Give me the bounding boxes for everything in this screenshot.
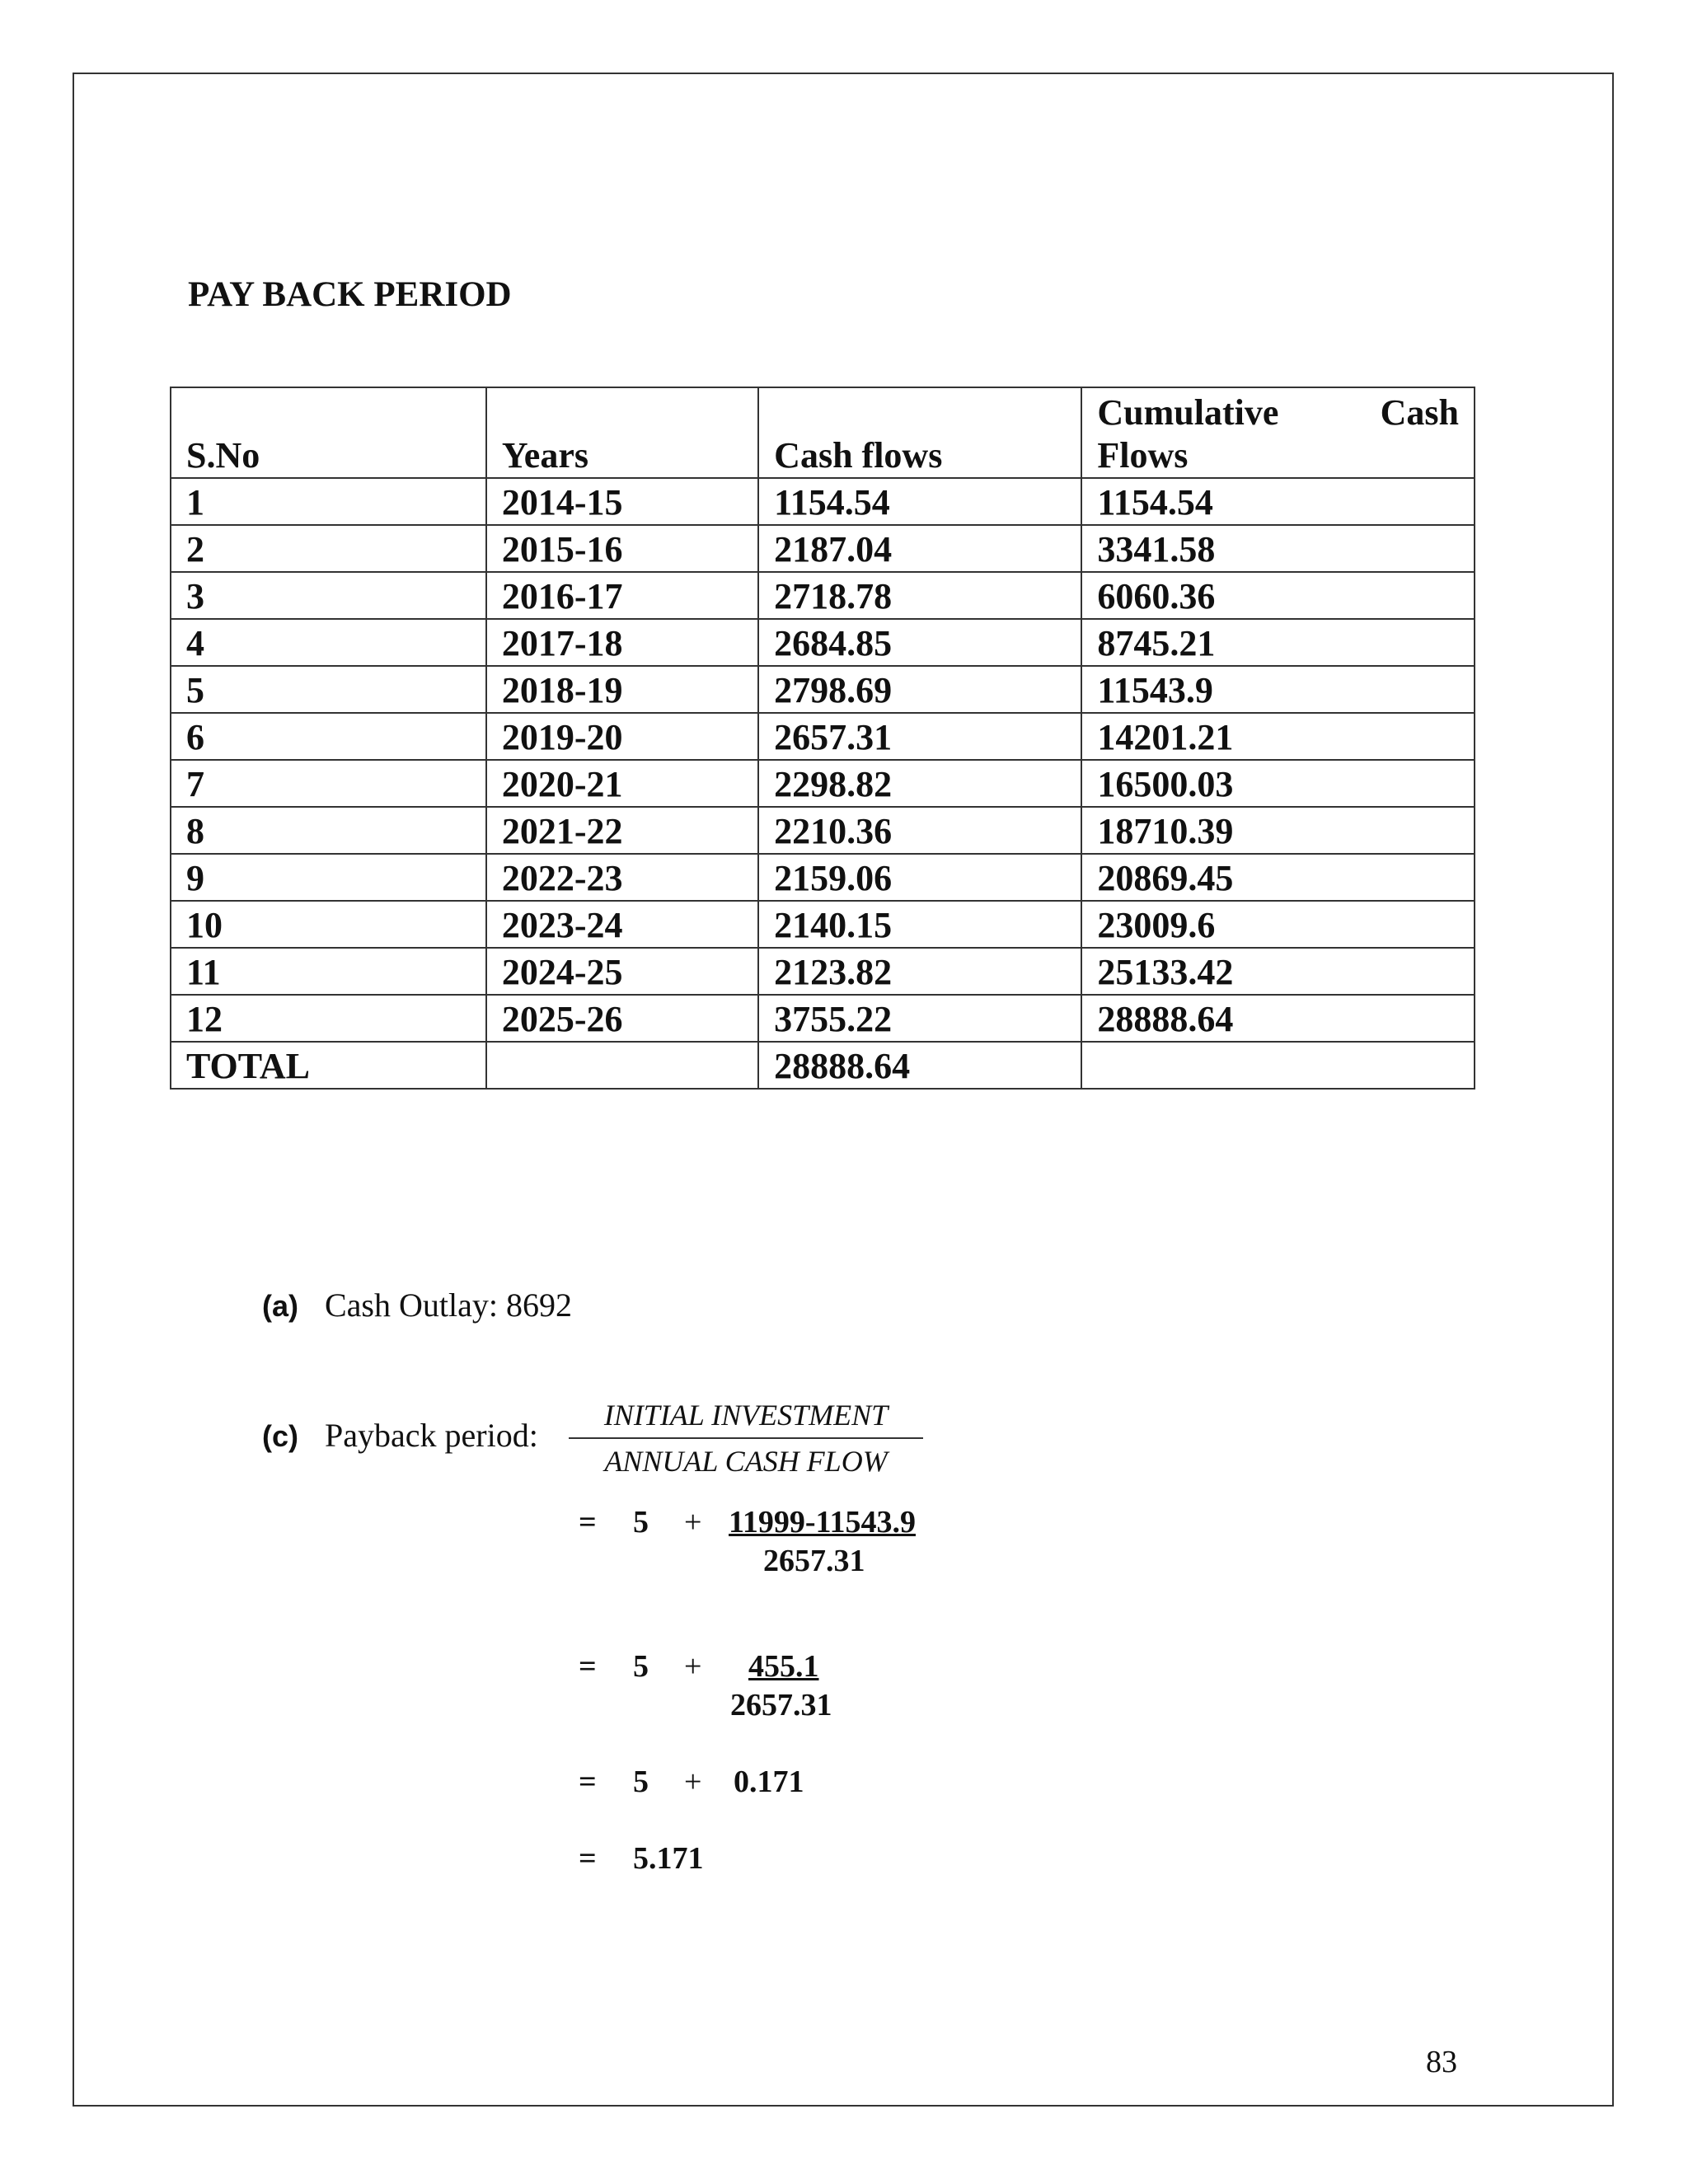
cell-year: 2017-18 — [486, 619, 758, 666]
page-title: PAY BACK PERIOD — [188, 275, 512, 314]
cell-sno: 8 — [171, 807, 486, 854]
cell-cash-flow: 2123.82 — [758, 948, 1081, 995]
cell-cumulative: 18710.39 — [1081, 807, 1475, 854]
cell-year: 2021-22 — [486, 807, 758, 854]
step3-value: 0.171 — [734, 1765, 804, 1799]
table-row — [171, 572, 1475, 619]
cell-cash-flow: 2187.04 — [758, 525, 1081, 572]
table-row — [171, 948, 1475, 995]
cell-sno: 9 — [171, 854, 486, 901]
cell-cash-flow: 2298.82 — [758, 760, 1081, 807]
step1-eq: = — [579, 1505, 597, 1540]
cell-cash-flow: 2210.36 — [758, 807, 1081, 854]
header-cumulative — [1081, 387, 1475, 478]
table-row — [171, 807, 1475, 854]
cell-cash-flow: 2159.06 — [758, 854, 1081, 901]
header-years: Years — [486, 387, 758, 478]
cell-year: 2025-26 — [486, 995, 758, 1042]
cell-cumulative: 6060.36 — [1081, 572, 1475, 619]
cell-year: 2024-25 — [486, 948, 758, 995]
step2-numerator: 455.1 — [748, 1649, 819, 1684]
cell-cash-flow: 2140.15 — [758, 901, 1081, 948]
header-cash-word: Cash — [1380, 392, 1459, 433]
label-c: (c) — [262, 1419, 298, 1453]
cell-year: 2015-16 — [486, 525, 758, 572]
cell-year: 2022-23 — [486, 854, 758, 901]
cell-cumulative: 1154.54 — [1081, 478, 1475, 525]
total-years — [486, 1042, 758, 1089]
total-cash-flow: 28888.64 — [758, 1042, 1081, 1089]
step3-eq: = — [579, 1765, 597, 1799]
table-row — [171, 995, 1475, 1042]
cell-sno: 7 — [171, 760, 486, 807]
step1-denominator: 2657.31 — [763, 1544, 865, 1578]
cell-cash-flow: 2657.31 — [758, 713, 1081, 760]
table-row — [171, 854, 1475, 901]
cash-outlay-line — [262, 1286, 572, 1324]
step2-plus: + — [684, 1649, 702, 1684]
cell-cumulative: 8745.21 — [1081, 619, 1475, 666]
table-row — [171, 478, 1475, 525]
cell-cumulative: 28888.64 — [1081, 995, 1475, 1042]
cell-cumulative: 16500.03 — [1081, 760, 1475, 807]
payback-period-line — [262, 1416, 538, 1455]
label-a: (a) — [262, 1289, 298, 1323]
formula-numerator: INITIAL INVESTMENT — [569, 1398, 923, 1439]
step3-plus: + — [684, 1765, 702, 1799]
cell-sno: 3 — [171, 572, 486, 619]
step1-numerator: 11999-11543.9 — [729, 1505, 916, 1540]
step3-five: 5 — [633, 1765, 649, 1799]
formula-denominator: ANNUAL CASH FLOW — [604, 1445, 888, 1478]
cell-sno: 12 — [171, 995, 486, 1042]
cell-sno: 2 — [171, 525, 486, 572]
step4-value: 5.171 — [633, 1841, 704, 1876]
table-row — [171, 901, 1475, 948]
page-border — [73, 73, 1614, 2107]
header-flows-word: Flows — [1097, 435, 1189, 476]
cell-cash-flow: 2718.78 — [758, 572, 1081, 619]
cell-cash-flow: 2684.85 — [758, 619, 1081, 666]
table-row — [171, 619, 1475, 666]
cell-cumulative: 3341.58 — [1081, 525, 1475, 572]
cell-year: 2020-21 — [486, 760, 758, 807]
step2-denominator: 2657.31 — [730, 1688, 832, 1722]
cell-sno: 11 — [171, 948, 486, 995]
cell-cumulative: 23009.6 — [1081, 901, 1475, 948]
cell-cash-flow: 3755.22 — [758, 995, 1081, 1042]
cash-outlay-text: Cash Outlay: 8692 — [325, 1286, 572, 1324]
cell-sno: 5 — [171, 666, 486, 713]
total-cumulative — [1081, 1042, 1475, 1089]
cell-year: 2016-17 — [486, 572, 758, 619]
cell-cumulative: 14201.21 — [1081, 713, 1475, 760]
table-total-row — [171, 1042, 1475, 1089]
header-sno: S.No — [171, 387, 486, 478]
cell-sno: 4 — [171, 619, 486, 666]
cell-year: 2019-20 — [486, 713, 758, 760]
cell-cumulative: 20869.45 — [1081, 854, 1475, 901]
cell-cash-flow: 2798.69 — [758, 666, 1081, 713]
cell-sno: 6 — [171, 713, 486, 760]
page-number: 83 — [1426, 2045, 1457, 2079]
table-row — [171, 713, 1475, 760]
cell-sno: 1 — [171, 478, 486, 525]
step1-five: 5 — [633, 1505, 649, 1540]
cell-cash-flow: 1154.54 — [758, 478, 1081, 525]
cell-year: 2018-19 — [486, 666, 758, 713]
cell-cumulative: 11543.9 — [1081, 666, 1475, 713]
table-row — [171, 666, 1475, 713]
header-cash-flows: Cash flows — [758, 387, 1081, 478]
step2-five: 5 — [633, 1649, 649, 1684]
table-header-row — [171, 387, 1475, 478]
step2-eq: = — [579, 1649, 597, 1684]
table-row — [171, 525, 1475, 572]
payback-period-text: Payback period: — [325, 1417, 538, 1454]
step4-eq: = — [579, 1841, 597, 1876]
total-label: TOTAL — [171, 1042, 486, 1089]
cash-flow-table — [170, 387, 1475, 1090]
step1-plus: + — [684, 1505, 702, 1540]
cell-sno: 10 — [171, 901, 486, 948]
table-row — [171, 760, 1475, 807]
cell-year: 2014-15 — [486, 478, 758, 525]
cell-cumulative: 25133.42 — [1081, 948, 1475, 995]
header-cumulative-word: Cumulative — [1097, 392, 1279, 433]
cell-year: 2023-24 — [486, 901, 758, 948]
payback-formula — [569, 1398, 923, 1479]
